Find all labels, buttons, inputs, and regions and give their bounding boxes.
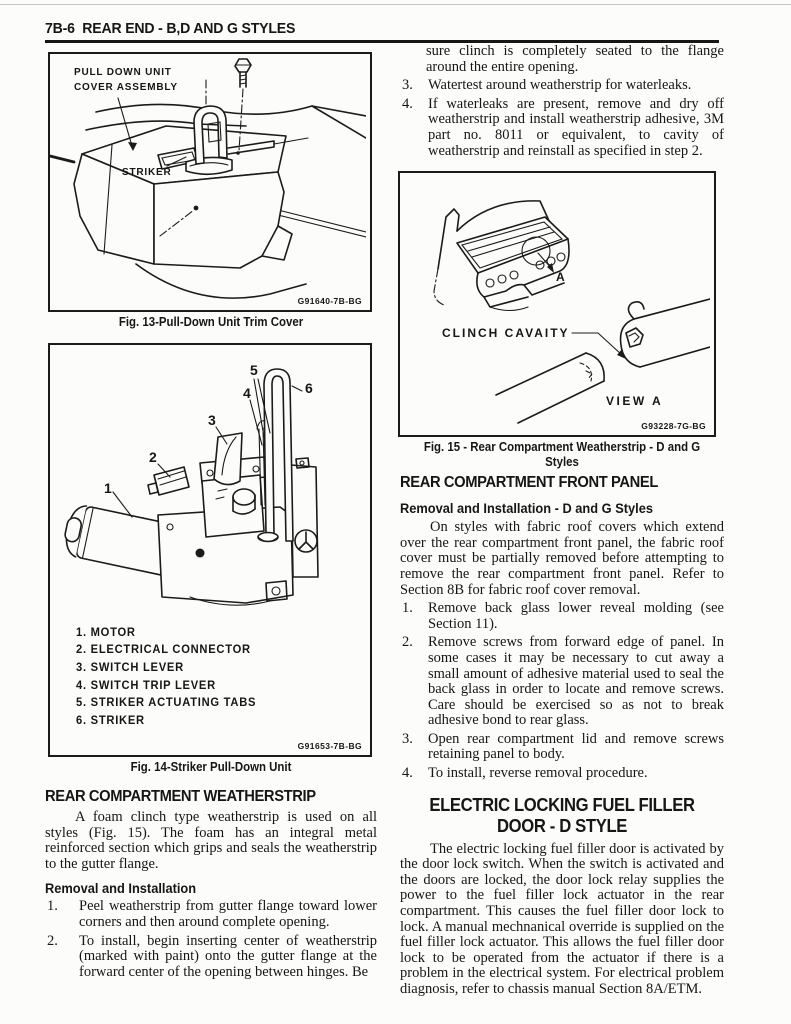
weatherstrip-subheading: Removal and Installation xyxy=(45,881,197,897)
fuel-filler-heading-line1: ELECTRIC LOCKING FUEL FILLER xyxy=(429,793,695,815)
fig13-label-cover-line1: PULL DOWN UNIT xyxy=(74,67,172,78)
fig14-caption: Fig. 14-Striker Pull-Down Unit xyxy=(130,758,292,774)
list-item xyxy=(45,899,377,930)
fig14-callout-2: 2 xyxy=(149,448,157,465)
fig15-drawing xyxy=(400,173,710,431)
fig15-label-view-a: VIEW A xyxy=(606,394,664,409)
front-panel-intro: On styles with fabric roof covers which extend over the rear compartment front panel, the fabric roof cover must be partially removed before attempting to remove the rear compartment front panel. Refer to Section 8B for fabric roof cover removal. xyxy=(400,519,724,598)
fig15-label-clinch-cavity: CLINCH CAVAITY xyxy=(442,326,570,341)
fuel-filler-section xyxy=(400,794,724,998)
weatherstrip-intro: A foam clinch type weatherstrip is used on all styles (Fig. 15). The foam has an integral metal reinforced section which grips and seals the weatherstrip to the gutter flange. xyxy=(45,809,377,872)
weatherstrip-tube-right xyxy=(621,299,710,367)
weatherstrip-heading: REAR COMPARTMENT WEATHERSTRIP xyxy=(45,788,316,805)
figure-13-frame xyxy=(48,52,372,312)
fuel-filler-heading-line2: DOOR - D STYLE xyxy=(496,814,628,836)
step-number: 2. xyxy=(47,932,58,949)
fig14-callout-3: 3 xyxy=(208,411,216,428)
fig15-caption-line2: Styles xyxy=(545,453,579,469)
step-number: 1. xyxy=(402,600,413,617)
fig14-callout-6: 6 xyxy=(305,379,313,396)
fig14-callout-1: 1 xyxy=(104,479,112,496)
legend-item: 4. SWITCH TRIP LEVER xyxy=(76,677,216,692)
scan-artifact-line xyxy=(0,4,791,5)
right-column xyxy=(400,44,724,998)
step-text: Peel weatherstrip from gutter flange toward lower corners and then around complete opening. xyxy=(79,898,377,930)
list-item xyxy=(400,766,724,782)
fig14-drawing xyxy=(50,345,366,619)
left-column xyxy=(45,52,377,980)
legend-item: 5. STRIKER ACTUATING TABS xyxy=(76,695,257,710)
fig14-callout-5: 5 xyxy=(250,361,258,378)
list-item xyxy=(400,78,724,94)
fig13-drawing xyxy=(50,54,366,306)
fig15-caption-line1: Fig. 15 - Rear Compartment Weatherstrip - D and G xyxy=(423,439,701,455)
fig13-code: G91640-7B-BG xyxy=(297,296,362,306)
fuel-filler-heading xyxy=(416,794,708,836)
step-number: 4. xyxy=(402,765,413,782)
list-item xyxy=(400,97,724,159)
fig14-callout-4: 4 xyxy=(243,384,251,401)
figure-15-frame xyxy=(398,171,716,437)
step-text: Open rear compartment lid and remove screws retaining panel to body. xyxy=(428,730,724,763)
fuel-filler-body: The electric locking fuel filler door is activated by the door lock switch. When the switch is activated and the doors are locked, the door lock relay supplies the power to the fuel filler lock actuator in the rear compartment. This causes the fuel filler door lock to lock. A manual mechnanical override is supplied on the fuel filler lock actuator. This allows the fuel filler door lock to be operated from the actuator if there is a problem in the electrical system. For electrical problem diagnosis, refer to chassis manual Section 8A/ETM. xyxy=(400,840,724,997)
step-number: 3. xyxy=(402,77,413,94)
weatherstrip-section xyxy=(45,788,377,980)
weatherstrip-tube-left xyxy=(496,353,604,423)
list-item xyxy=(400,732,724,763)
step-text: Remove back glass lower reveal molding (see Section 11). xyxy=(428,600,724,632)
fig14-legend xyxy=(76,626,270,732)
fig15-label-a: A xyxy=(556,270,565,285)
page-header: 7B-6 REAR END - B,D AND G STYLES xyxy=(45,20,296,37)
front-panel-section xyxy=(400,474,724,782)
figure-14 xyxy=(45,343,377,775)
connector-drawing xyxy=(148,467,189,495)
step-continuation-text: sure clinch is completely seated to the flange around the entire opening. xyxy=(426,43,724,75)
car-rear-outline xyxy=(434,201,569,311)
fig13-label-cover-line2: COVER ASSEMBLY xyxy=(74,82,178,93)
figure-13 xyxy=(45,52,377,330)
step-number: 2. xyxy=(402,634,413,651)
figure-14-frame xyxy=(48,343,372,757)
fig13-caption: Fig. 13-Pull-Down Unit Trim Cover xyxy=(118,314,304,329)
step-text: Watertest around weatherstrip for waterleaks. xyxy=(428,77,692,94)
list-item xyxy=(45,934,377,981)
fig14-code: G91653-7B-BG xyxy=(297,740,362,751)
legend-item: 6. STRIKER xyxy=(76,712,145,727)
switch-lever-drawing xyxy=(214,433,242,485)
step-text: To install, begin inserting center of weatherstrip (marked with paint) onto the gutter flange at the forward center of the opening between hinges. Be xyxy=(79,932,377,980)
front-panel-subheading: Removal and Installation - D and G Styles xyxy=(400,501,653,517)
trim-cover-outline xyxy=(74,126,306,298)
fig13-label-striker: STRIKER xyxy=(122,167,172,178)
fig15-caption xyxy=(419,440,704,469)
list-item xyxy=(400,601,724,632)
striker-bail xyxy=(186,80,232,174)
step-text: To install, reverse removal procedure. xyxy=(428,765,648,782)
front-panel-heading: REAR COMPARTMENT FRONT PANEL xyxy=(400,474,658,492)
legend-item: 1. MOTOR xyxy=(76,624,136,639)
step-text: Remove screws from forward edge of panel. In some cases it may be necessary to cut away a small amount of adhesive material used to seal the back glass in order to locate and remove screws. Care should be exercised so as not to break adhesive bond to rear glass. xyxy=(428,634,724,729)
legend-item: 3. SWITCH LEVER xyxy=(76,659,184,674)
list-item xyxy=(400,635,724,729)
step-number: 1. xyxy=(47,898,58,915)
right-block-drawing xyxy=(291,458,318,577)
legend-item: 2. ELECTRICAL CONNECTOR xyxy=(76,642,251,657)
step-number: 3. xyxy=(402,730,413,747)
fig15-code: G93228-7G-BG xyxy=(641,421,706,432)
step-text: If waterleaks are present, remove and dry off weatherstrip and install weatherstrip adhesive, 3M part no. 8011 or equivalent, to cavity of weatherstrip and reinstall as specified in step 2. xyxy=(428,95,724,159)
figure-15 xyxy=(400,171,724,469)
step-number: 4. xyxy=(402,95,413,112)
